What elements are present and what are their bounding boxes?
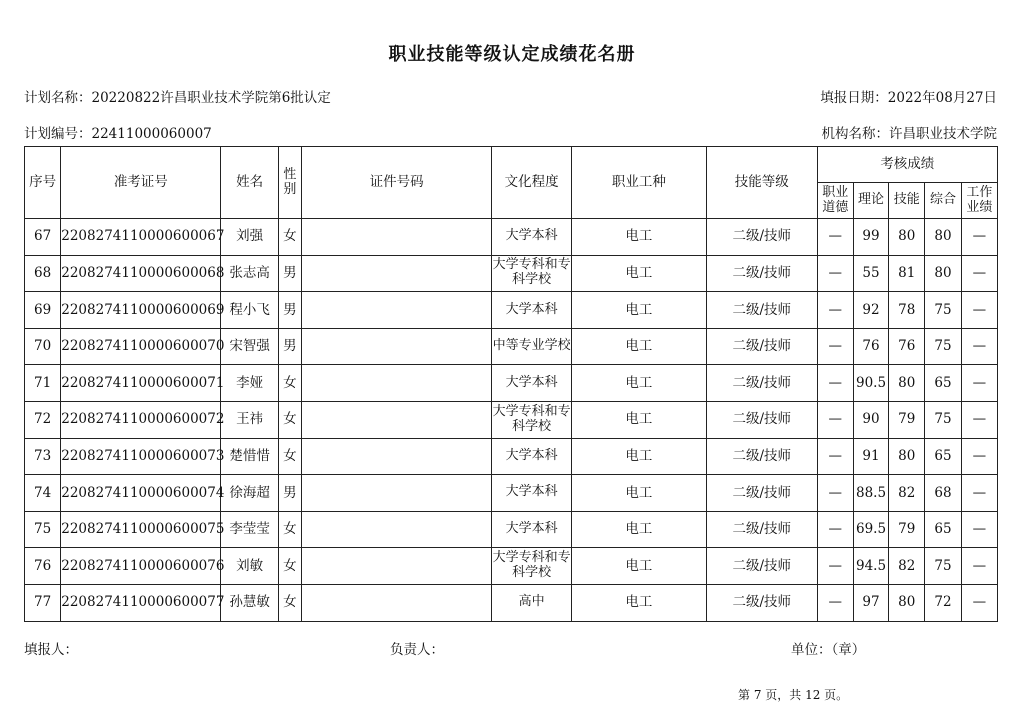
cell-skill: 80 [889,584,925,621]
cell-seq: 70 [25,328,61,365]
cell-id-number [301,584,491,621]
cell-name: 宋智强 [221,328,278,365]
cell-skill: 82 [889,475,925,512]
cell-id-number [301,438,491,475]
cell-gender: 男 [278,475,301,512]
cell-name: 刘强 [221,219,278,256]
page-title: 职业技能等级认定成绩花名册 [388,44,636,65]
cell-job: 电工 [571,219,706,256]
cell-overall: 75 [925,292,961,329]
unit-seal-label: 单位：（章） [791,642,866,658]
cell-education: 大学本科 [492,219,572,256]
cell-seq: 76 [25,548,61,585]
cell-theory: 97 [853,584,888,621]
header-theory: 理论 [853,183,888,219]
fill-date [820,86,997,106]
cell-ethics: — [817,328,853,365]
cell-seq: 72 [25,401,61,438]
cell-theory: 94.5 [853,548,888,585]
cell-work: — [961,365,997,402]
cell-name: 李莹莹 [221,511,278,548]
cell-exam-number: 2208274110000600072 [61,401,221,438]
cell-skill-level: 二级/技师 [706,328,817,365]
cell-skill-level: 二级/技师 [706,548,817,585]
cell-name: 徐海超 [221,475,278,512]
cell-skill-level: 二级/技师 [706,292,817,329]
cell-exam-number: 2208274110000600077 [61,584,221,621]
cell-exam-number: 2208274110000600069 [61,292,221,329]
plan-number-value: 22411000060007 [91,126,212,142]
fill-date-label: 填报日期： [820,90,888,106]
cell-skill-level: 二级/技师 [706,511,817,548]
cell-job: 电工 [571,511,706,548]
cell-ethics: — [817,401,853,438]
cell-skill-level: 二级/技师 [706,401,817,438]
cell-education: 高中 [492,584,572,621]
cell-skill: 79 [889,511,925,548]
cell-job: 电工 [571,255,706,292]
cell-work: — [961,584,997,621]
cell-education: 大学专科和专科学校 [492,548,572,585]
cell-work: — [961,511,997,548]
cell-name: 孙慧敏 [221,584,278,621]
roster-body [25,219,998,622]
cell-education: 大学专科和专科学校 [492,255,572,292]
cell-job: 电工 [571,548,706,585]
cell-skill: 78 [889,292,925,329]
cell-skill: 76 [889,328,925,365]
cell-work: — [961,255,997,292]
cell-skill-level: 二级/技师 [706,584,817,621]
cell-ethics: — [817,438,853,475]
cell-id-number [301,401,491,438]
cell-overall: 65 [925,438,961,475]
plan-name-label: 计划名称： [24,90,92,106]
cell-seq: 71 [25,365,61,402]
cell-education: 中等专业学校 [492,328,572,365]
cell-exam-number: 2208274110000600073 [61,438,221,475]
table-row [25,255,998,292]
plan-number [24,122,212,142]
cell-overall: 68 [925,475,961,512]
table-row [25,292,998,329]
cell-gender: 女 [278,438,301,475]
cell-id-number [301,511,491,548]
cell-gender: 女 [278,365,301,402]
cell-name: 刘敏 [221,548,278,585]
score-roster-table [24,146,998,622]
cell-id-number [301,292,491,329]
cell-theory: 69.5 [853,511,888,548]
header-work: 工作业绩 [961,183,997,219]
cell-theory: 90 [853,401,888,438]
header-ethics: 职业道德 [817,183,853,219]
header-job: 职业工种 [571,147,706,219]
cell-education: 大学专科和专科学校 [492,401,572,438]
cell-skill: 80 [889,219,925,256]
cell-ethics: — [817,292,853,329]
cell-exam-number: 2208274110000600074 [61,475,221,512]
cell-work: — [961,548,997,585]
cell-gender: 男 [278,255,301,292]
cell-skill-level: 二级/技师 [706,475,817,512]
cell-work: — [961,292,997,329]
table-row [25,584,998,621]
cell-theory: 55 [853,255,888,292]
table-row [25,365,998,402]
header-seq: 序号 [25,147,61,219]
cell-theory: 99 [853,219,888,256]
cell-name: 程小飞 [221,292,278,329]
header-education: 文化程度 [492,147,572,219]
organization-value: 许昌职业技术学院 [889,126,997,142]
cell-overall: 65 [925,365,961,402]
cell-ethics: — [817,219,853,256]
cell-overall: 65 [925,511,961,548]
table-row [25,438,998,475]
header-exam-number: 准考证号 [61,147,221,219]
cell-job: 电工 [571,438,706,475]
cell-job: 电工 [571,475,706,512]
cell-work: — [961,219,997,256]
header-id-number: 证件号码 [301,147,491,219]
cell-gender: 男 [278,292,301,329]
cell-skill: 81 [889,255,925,292]
fill-date-value: 2022年08月27日 [887,90,997,106]
cell-skill: 80 [889,365,925,402]
cell-work: — [961,328,997,365]
cell-ethics: — [817,475,853,512]
cell-skill: 79 [889,401,925,438]
cell-education: 大学本科 [492,292,572,329]
cell-job: 电工 [571,328,706,365]
cell-seq: 68 [25,255,61,292]
organization [822,122,998,142]
header-gender: 性别 [278,147,301,219]
cell-skill-level: 二级/技师 [706,438,817,475]
plan-number-label: 计划编号： [24,126,92,142]
cell-exam-number: 2208274110000600070 [61,328,221,365]
cell-skill-level: 二级/技师 [706,219,817,256]
filler-label: 填报人： [24,642,78,658]
cell-work: — [961,401,997,438]
cell-overall: 75 [925,401,961,438]
cell-job: 电工 [571,365,706,402]
table-row [25,328,998,365]
cell-skill-level: 二级/技师 [706,365,817,402]
cell-gender: 女 [278,219,301,256]
responsible-label: 负责人： [390,642,444,658]
cell-id-number [301,328,491,365]
cell-exam-number: 2208274110000600071 [61,365,221,402]
cell-name: 楚惜惜 [221,438,278,475]
cell-ethics: — [817,584,853,621]
cell-ethics: — [817,548,853,585]
cell-name: 李娅 [221,365,278,402]
table-row [25,511,998,548]
plan-name [24,86,331,106]
cell-theory: 76 [853,328,888,365]
cell-id-number [301,548,491,585]
cell-seq: 69 [25,292,61,329]
header-scores: 考核成绩 [817,147,997,183]
cell-gender: 女 [278,511,301,548]
cell-overall: 75 [925,328,961,365]
cell-exam-number: 2208274110000600067 [61,219,221,256]
cell-skill: 82 [889,548,925,585]
cell-overall: 75 [925,548,961,585]
cell-overall: 80 [925,219,961,256]
cell-id-number [301,475,491,512]
cell-education: 大学本科 [492,438,572,475]
cell-exam-number: 2208274110000600076 [61,548,221,585]
cell-seq: 67 [25,219,61,256]
header-skill-level: 技能等级 [706,147,817,219]
cell-seq: 77 [25,584,61,621]
table-row [25,219,998,256]
cell-ethics: — [817,511,853,548]
cell-education: 大学本科 [492,365,572,402]
cell-ethics: — [817,255,853,292]
cell-gender: 女 [278,401,301,438]
header-skill: 技能 [889,183,925,219]
cell-gender: 女 [278,584,301,621]
cell-job: 电工 [571,292,706,329]
cell-work: — [961,438,997,475]
cell-id-number [301,255,491,292]
table-row [25,401,998,438]
cell-education: 大学本科 [492,511,572,548]
cell-skill: 80 [889,438,925,475]
cell-theory: 91 [853,438,888,475]
cell-seq: 73 [25,438,61,475]
cell-theory: 90.5 [853,365,888,402]
table-row [25,548,998,585]
cell-job: 电工 [571,401,706,438]
cell-theory: 92 [853,292,888,329]
cell-seq: 74 [25,475,61,512]
cell-theory: 88.5 [853,475,888,512]
cell-education: 大学本科 [492,475,572,512]
cell-overall: 72 [925,584,961,621]
table-row [25,475,998,512]
organization-label: 机构名称： [821,126,889,142]
cell-gender: 男 [278,328,301,365]
cell-job: 电工 [571,584,706,621]
plan-name-value: 20220822许昌职业技术学院第6批认定 [91,90,331,106]
cell-overall: 80 [925,255,961,292]
cell-seq: 75 [25,511,61,548]
header-overall: 综合 [925,183,961,219]
cell-exam-number: 2208274110000600068 [61,255,221,292]
cell-ethics: — [817,365,853,402]
page-indicator: 第 7 页，共 12 页。 [738,688,849,702]
cell-id-number [301,219,491,256]
cell-name: 王祎 [221,401,278,438]
cell-exam-number: 2208274110000600075 [61,511,221,548]
cell-skill-level: 二级/技师 [706,255,817,292]
cell-gender: 女 [278,548,301,585]
cell-id-number [301,365,491,402]
cell-name: 张志高 [221,255,278,292]
cell-work: — [961,475,997,512]
header-name: 姓名 [221,147,278,219]
